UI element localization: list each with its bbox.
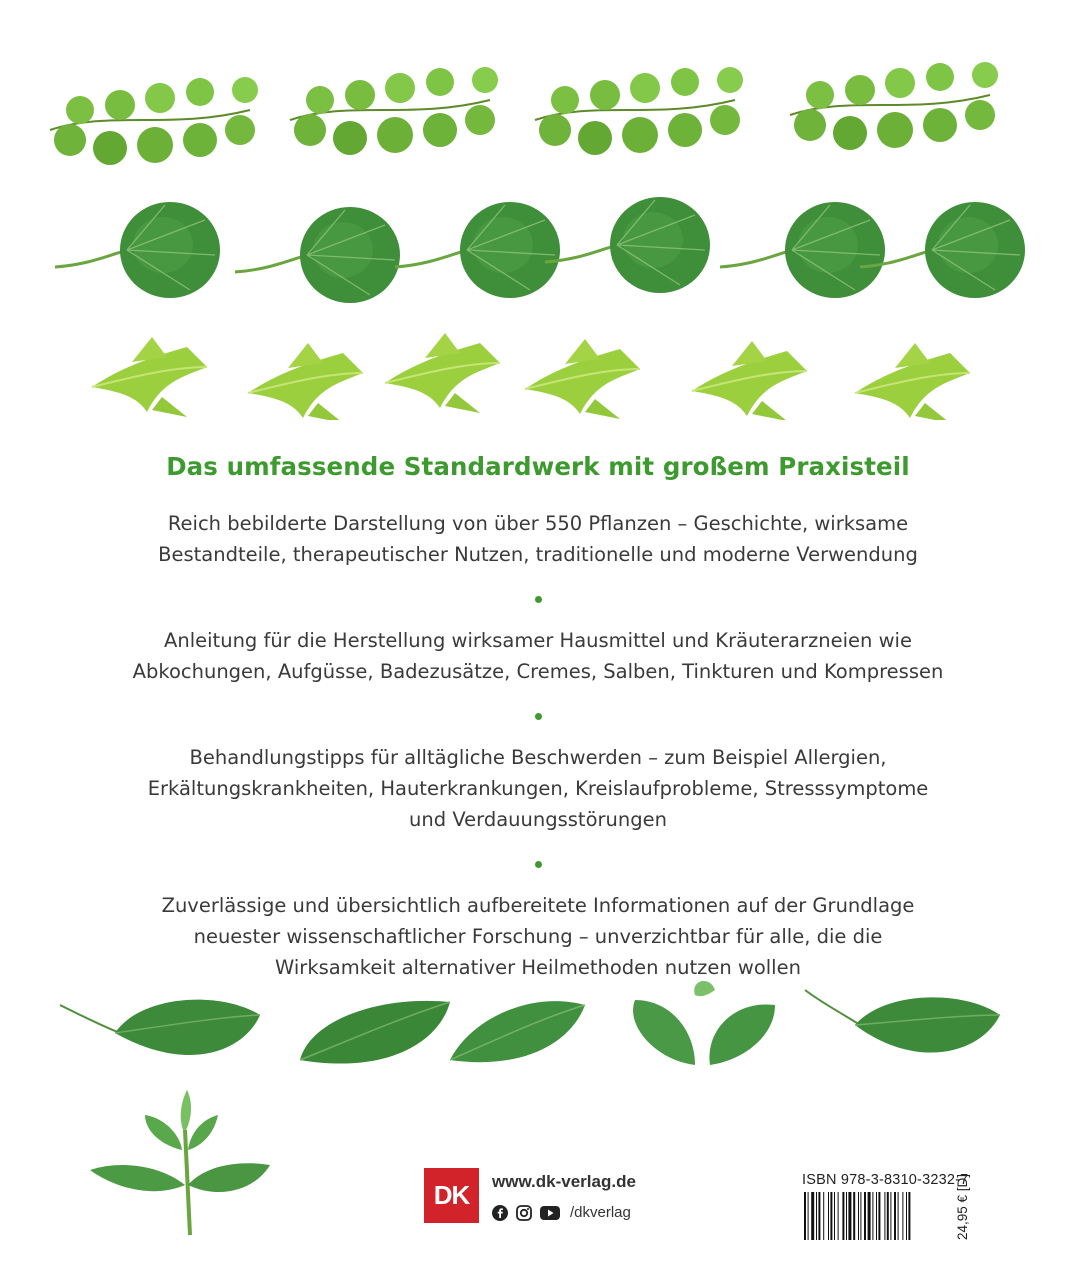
text-line: neuester wissenschaftlicher Forschung – unverzichtbar für alle, die die [193, 925, 883, 948]
bullet-dot [535, 861, 542, 868]
barcode [804, 1192, 944, 1240]
barcode-bar [884, 1192, 885, 1240]
feature-paragraph [60, 625, 1016, 687]
text-line: und Verdauungsstörungen [409, 808, 667, 831]
dk-logo-text: DK [433, 1180, 470, 1210]
barcode-bar [860, 1192, 861, 1240]
publisher-url[interactable]: www.dk-verlag.de [492, 1172, 636, 1191]
barcode-bar [818, 1192, 820, 1240]
price-label: 24,95 € [D] [955, 1173, 970, 1240]
youtube-icon[interactable] [540, 1205, 560, 1221]
text-line: Bestandteile, therapeutischer Nutzen, traditionelle und moderne Verwendung [158, 543, 918, 566]
headline: Das umfassende Standardwerk mit großem Praxisteil [166, 452, 910, 481]
barcode-bar [853, 1192, 855, 1240]
barcode-bar [834, 1192, 835, 1240]
text-line: Anleitung für die Herstellung wirksamer Hausmittel und Kräuterarzneien wie [164, 629, 912, 652]
text-line: Erkältungskrankheiten, Hauterkrankungen, Kreislaufprobleme, Stresssymptome [147, 777, 929, 800]
barcode-bar [868, 1192, 871, 1240]
barcode-bar [864, 1192, 866, 1240]
social-links [492, 1204, 631, 1221]
barcode-bar [808, 1192, 809, 1240]
text-line: Reich bebilderte Darstellung von über 550 Pflanzen – Geschichte, wirksame [167, 512, 909, 535]
fern-leaf [50, 77, 258, 165]
barcode-bar [816, 1192, 817, 1240]
barcode-bar [872, 1192, 873, 1240]
barcode-bar [846, 1192, 847, 1240]
barcode-bar [898, 1192, 899, 1240]
facebook-icon[interactable] [492, 1205, 508, 1221]
barcode-bar [842, 1192, 844, 1240]
barcode-bar [906, 1192, 907, 1240]
barcode-bar [838, 1192, 839, 1240]
feature-paragraph [60, 508, 1016, 570]
barcode-bar [894, 1192, 896, 1240]
barcode-bar [908, 1192, 910, 1240]
barcode-bar [830, 1192, 832, 1240]
social-handle: /dkverlag [570, 1204, 631, 1221]
barcode-bar [823, 1192, 824, 1240]
dk-logo [424, 1168, 479, 1223]
text-line: Wirksamkeit alternativer Heilmethoden nutzen wollen [275, 956, 801, 979]
barcode-bar [858, 1192, 859, 1240]
barcode-bar [876, 1192, 877, 1240]
isbn-label: ISBN 978-3-8310-3232-7 [802, 1172, 969, 1188]
barcode-bar [887, 1192, 889, 1240]
fern-leaf-row [0, 30, 1076, 190]
celery-leaf-row [0, 310, 1076, 420]
barcode-bar [804, 1192, 806, 1240]
feature-paragraph [60, 742, 1016, 835]
barcode-bar [890, 1192, 891, 1240]
mint-sprig [90, 1090, 270, 1240]
feature-list [60, 508, 1016, 983]
round-leaf-row [0, 185, 1076, 315]
text-line: Behandlungstipps für alltägliche Beschwerden – zum Beispiel Allergien, [189, 746, 887, 769]
barcode-bar [811, 1192, 814, 1240]
bullet-dot [535, 713, 542, 720]
barcode-bar [878, 1192, 880, 1240]
text-line: Zuverlässige und übersichtlich aufbereitete Informationen auf der Grundlage [161, 894, 915, 917]
barcode-bar [828, 1192, 829, 1240]
text-line: Abkochungen, Aufgüsse, Badezusätze, Cremes, Salben, Tinkturen und Kompressen [132, 660, 944, 683]
barcode-bar [902, 1192, 903, 1240]
instagram-icon[interactable] [516, 1205, 532, 1221]
barcode-bar [848, 1192, 851, 1240]
bullet-dot [535, 596, 542, 603]
basil-leaf-row [0, 970, 1076, 1080]
